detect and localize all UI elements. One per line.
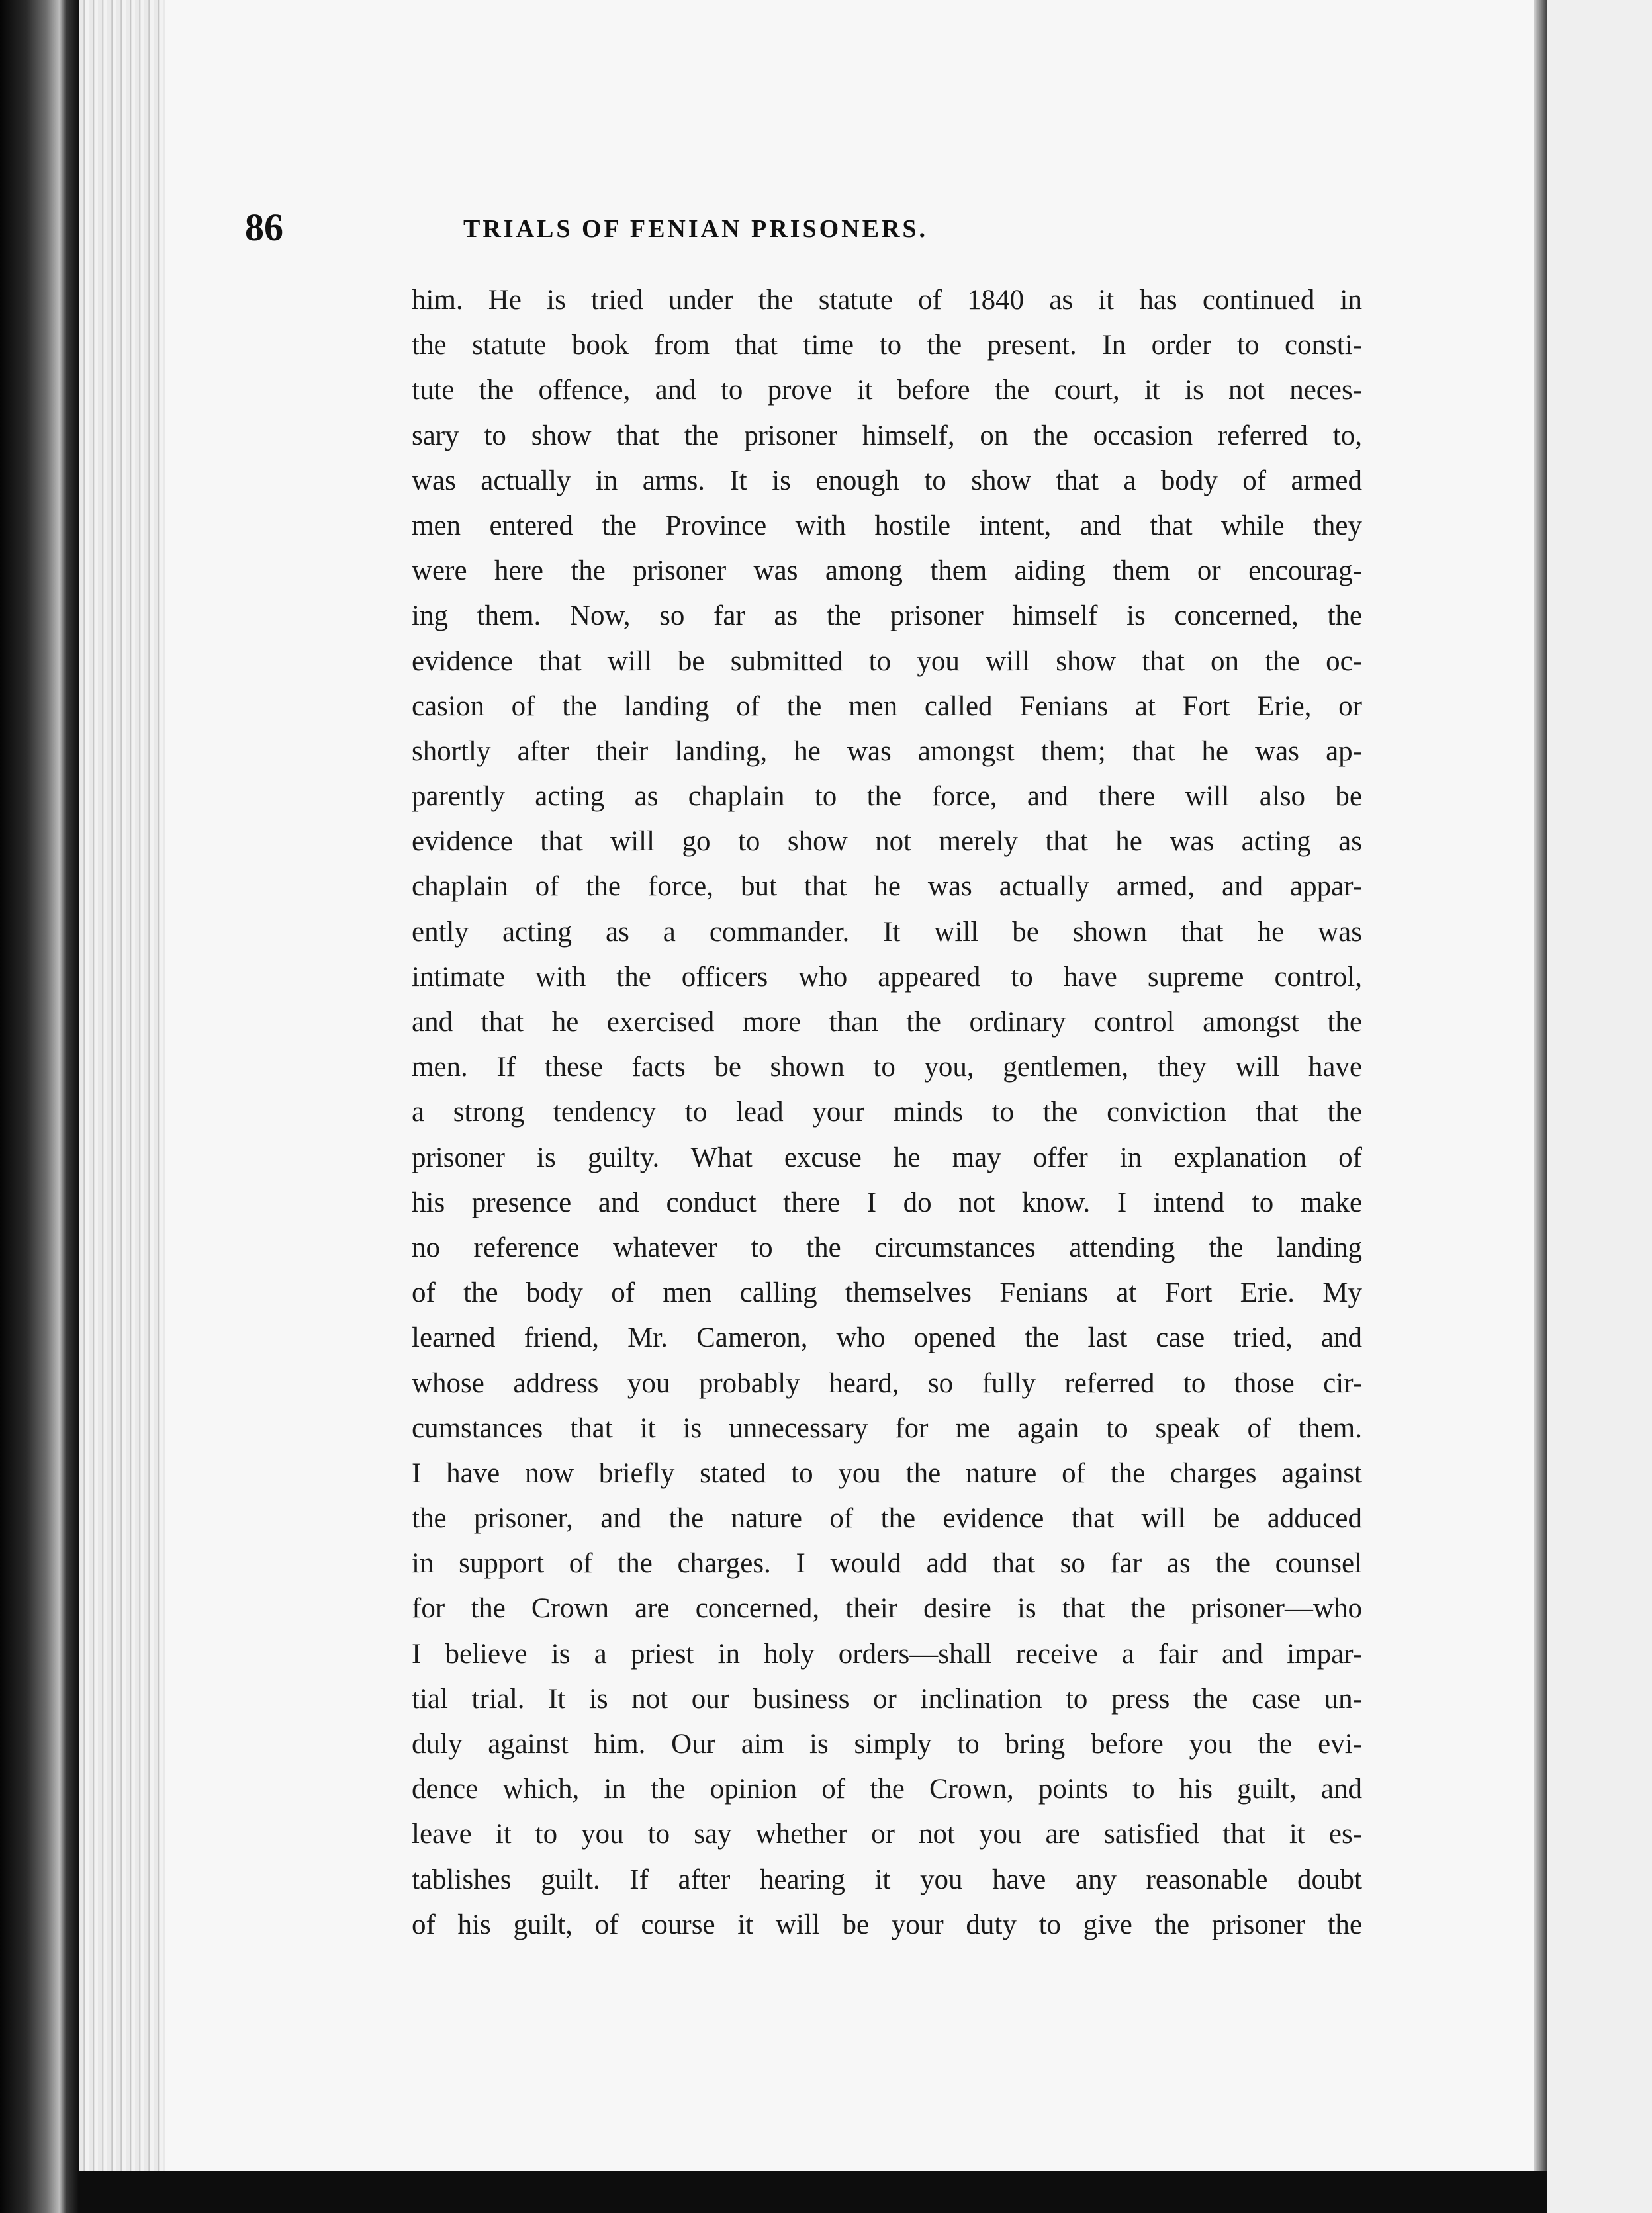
text-line: I believe is a priest in holy orders—shall receive a fair and impar- (412, 1638, 1362, 1670)
text-line: duly against him. Our aim is simply to bring before you the evi- (412, 1729, 1362, 1760)
book-binding (0, 0, 79, 2213)
text-line: of the body of men calling themselves Fenians at Fort Erie. My (412, 1277, 1362, 1309)
text-line: tablishes guilt. If after hearing it you have any reasonable doubt (412, 1864, 1362, 1895)
text-line: the prisoner, and the nature of the evidence that will be adduced (412, 1503, 1362, 1535)
text-line: him. He is tried under the statute of 1840 as it has continued in (412, 285, 1362, 316)
text-line: his presence and conduct there I do not know. I intend to make (412, 1187, 1362, 1218)
running-head: TRIALS OF FENIAN PRISONERS. (463, 215, 929, 243)
text-line: learned friend, Mr. Cameron, who opened the last case tried, and (412, 1322, 1362, 1354)
page-edges (79, 0, 165, 2171)
text-line: men. If these facts be shown to you, gentlemen, they will have (412, 1052, 1362, 1083)
text-line: parently acting as chaplain to the force, and there will also be (412, 781, 1362, 813)
text-line: ing them. Now, so far as the prisoner himself is concerned, the (412, 600, 1362, 632)
facing-page-edge (1547, 0, 1652, 2213)
text-line: chaplain of the force, but that he was actually armed, and appar- (412, 871, 1362, 903)
text-line: ently acting as a commander. It will be shown that he was (412, 916, 1362, 948)
text-line: a strong tendency to lead your minds to the conviction that the (412, 1097, 1362, 1128)
right-gutter (1534, 0, 1547, 2213)
text-line: and that he exercised more than the ordinary control amongst the (412, 1007, 1362, 1038)
text-line: tute the offence, and to prove it before the court, it is not neces- (412, 375, 1362, 406)
text-line: men entered the Province with hostile intent, and that while they (412, 510, 1362, 541)
text-line: evidence that will go to show not merely that he was acting as (412, 826, 1362, 858)
text-line: no reference whatever to the circumstances attending the landing (412, 1232, 1362, 1263)
text-line: I have now briefly stated to you the nature of the charges against (412, 1457, 1362, 1489)
text-line: tial trial. It is not our business or inclination to press the case un- (412, 1683, 1362, 1715)
text-line: of his guilt, of course it will be your duty to give the prisoner the (412, 1909, 1362, 1940)
page-header (245, 205, 1370, 258)
page-number: 86 (245, 206, 283, 249)
body-text (412, 278, 1362, 1948)
text-line: evidence that will be submitted to you will show that on the oc- (412, 645, 1362, 677)
text-line: sary to show that the prisoner himself, on the occasion referred to, (412, 420, 1362, 451)
text-line: for the Crown are concerned, their desire is that the prisoner—who (412, 1593, 1362, 1625)
text-line: were here the prisoner was among them aiding them or encourag- (412, 555, 1362, 587)
text-line: in support of the charges. I would add that so far as the counsel (412, 1548, 1362, 1580)
text-line: casion of the landing of the men called Fenians at Fort Erie, or (412, 690, 1362, 722)
text-line: leave it to you to say whether or not you are satisfied that it es- (412, 1819, 1362, 1850)
text-line: shortly after their landing, he was amongst them; that he was ap- (412, 735, 1362, 767)
text-line: intimate with the officers who appeared to have supreme control, (412, 961, 1362, 993)
text-line: prisoner is guilty. What excuse he may offer in explanation of (412, 1142, 1362, 1173)
text-line: whose address you probably heard, so fully referred to those cir- (412, 1367, 1362, 1399)
text-line: the statute book from that time to the present. In order to consti- (412, 330, 1362, 361)
text-line: dence which, in the opinion of the Crown, points to his guilt, and (412, 1774, 1362, 1805)
text-line: cumstances that it is unnecessary for me again to speak of them. (412, 1412, 1362, 1444)
bottom-shadow (79, 2171, 1547, 2213)
text-line: was actually in arms. It is enough to show that a body of armed (412, 465, 1362, 496)
